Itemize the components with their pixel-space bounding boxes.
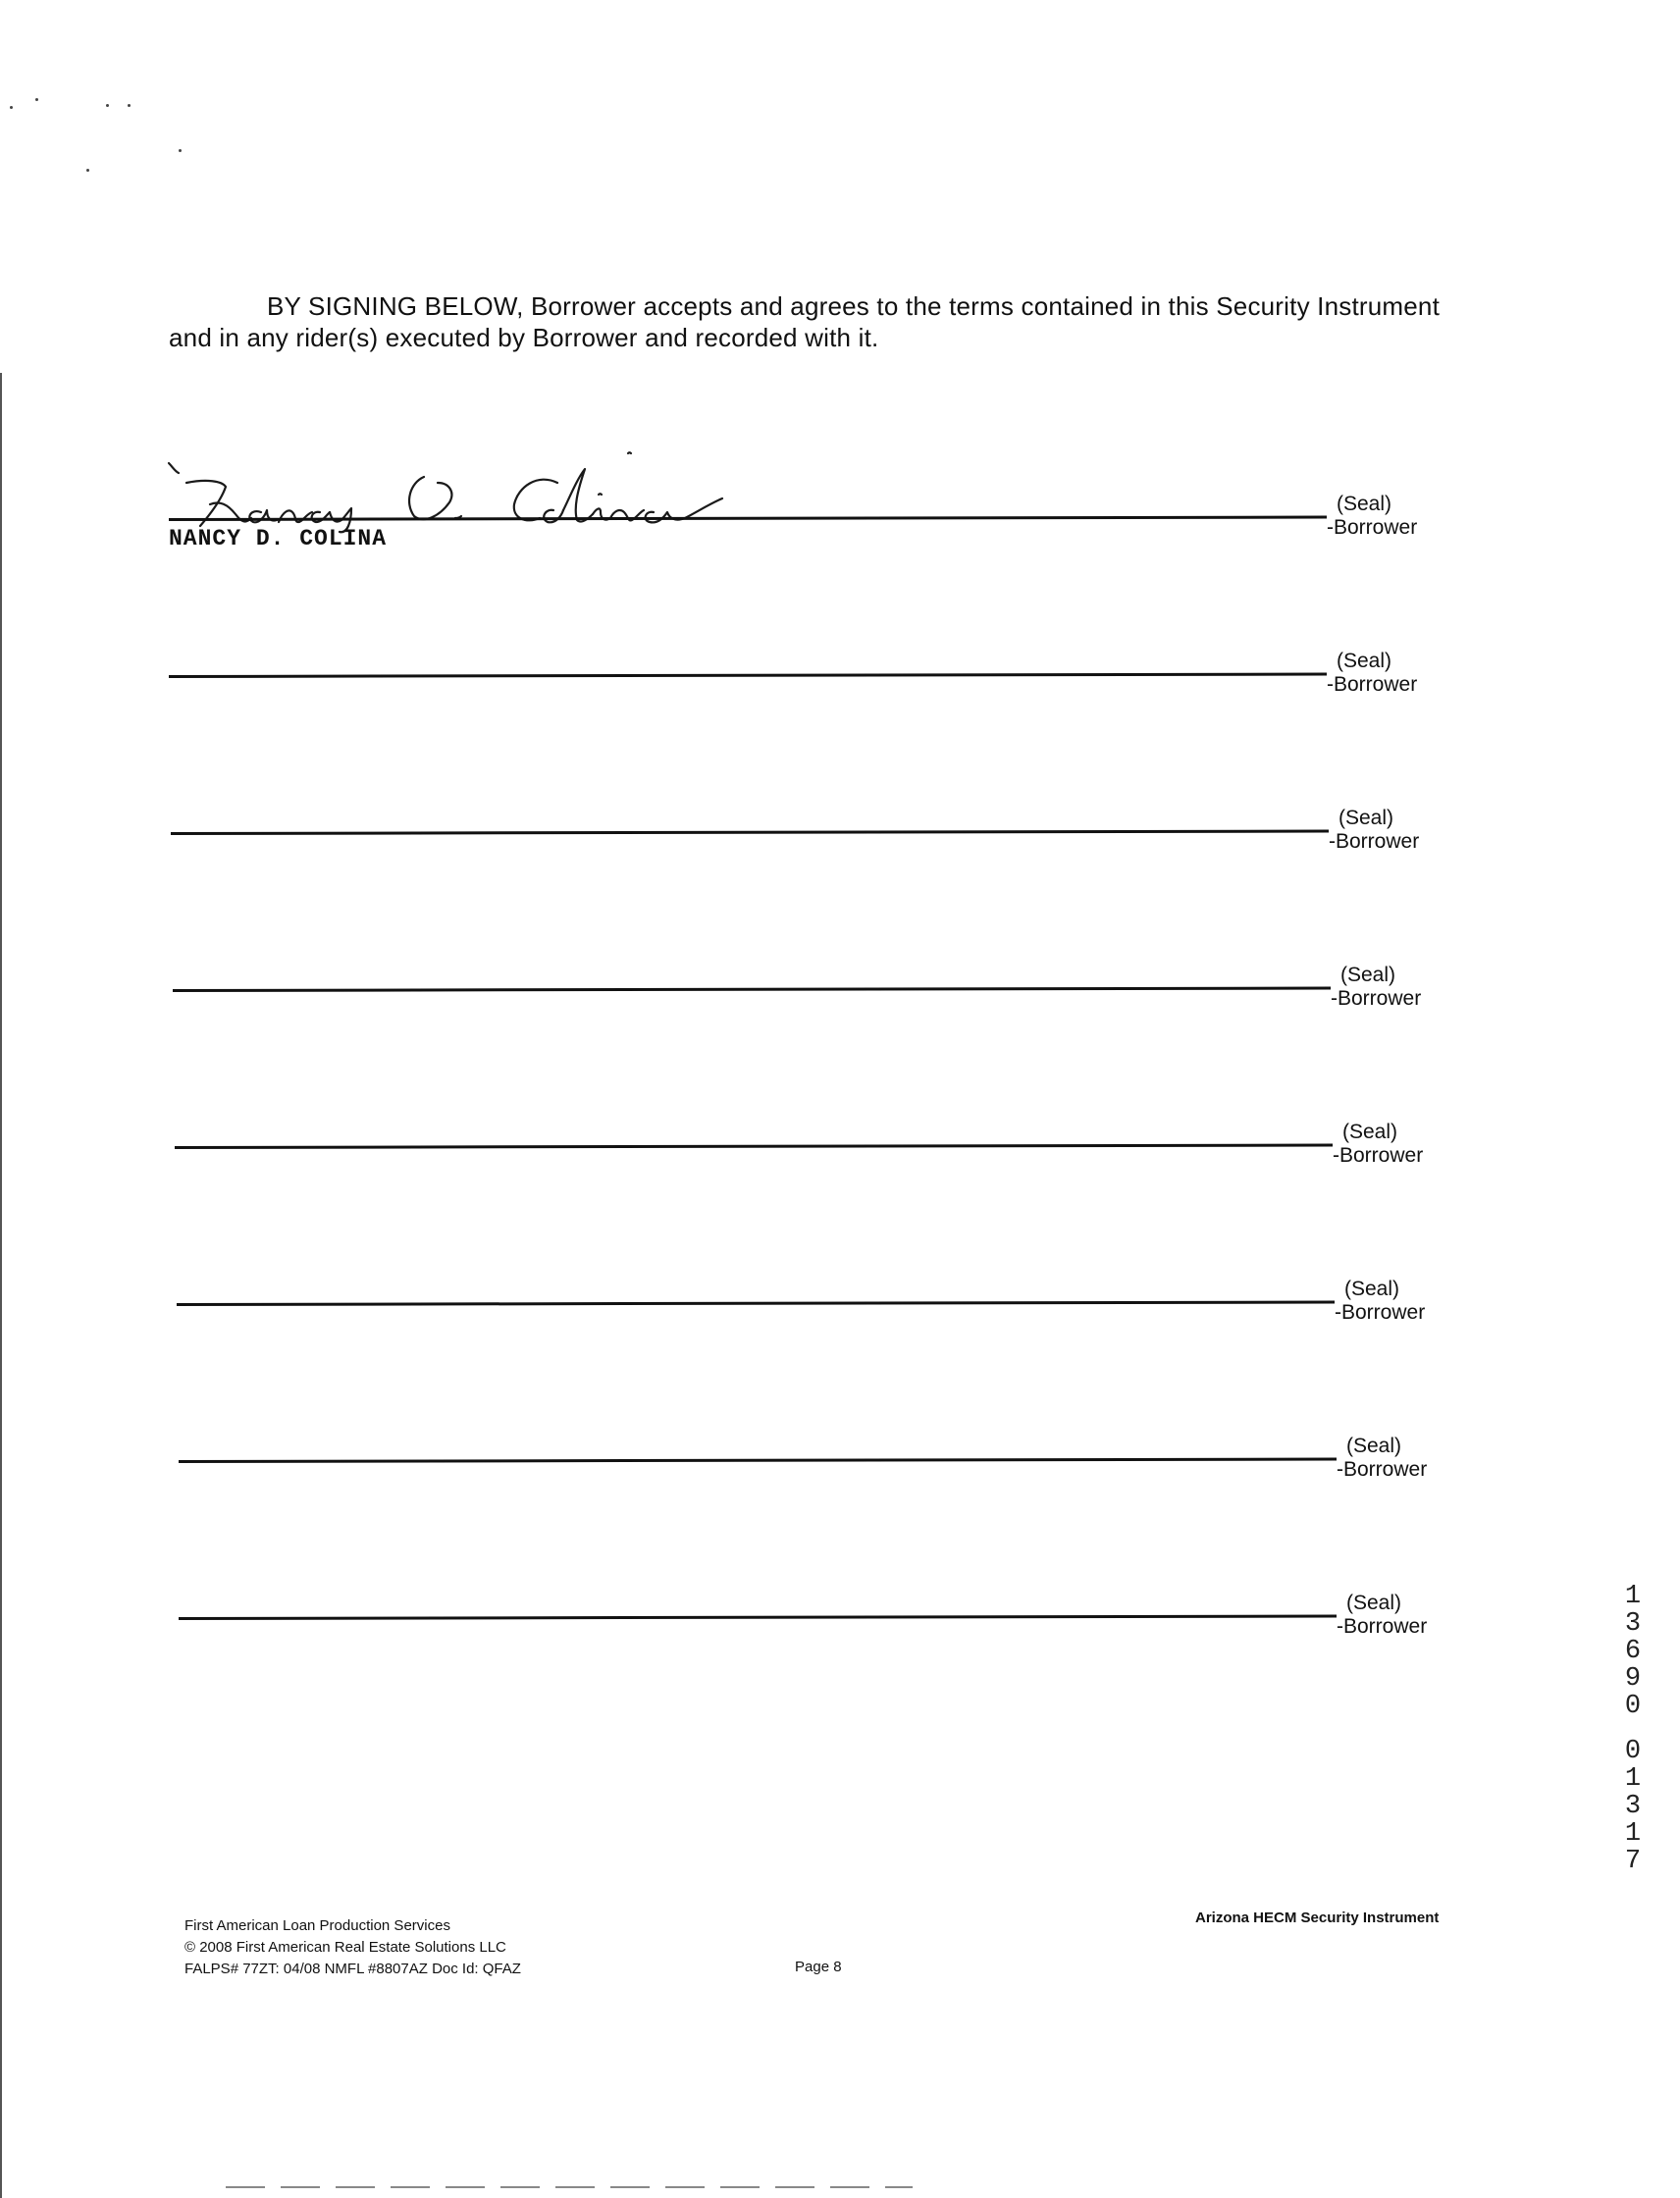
seal-label-group — [1329, 807, 1419, 854]
signature-line-6 — [177, 1278, 1472, 1336]
seal-label: (Seal) — [1337, 493, 1392, 515]
signature-line-1 — [169, 493, 1464, 551]
signature-rule — [173, 987, 1331, 992]
borrower-label: -Borrower — [1337, 1458, 1428, 1481]
seal-label-group — [1327, 650, 1417, 697]
signature-rule — [179, 1615, 1337, 1620]
seal-label: (Seal) — [1342, 1121, 1398, 1143]
signature-rule — [169, 516, 1327, 521]
seal-label-group — [1331, 964, 1421, 1011]
signature-rule — [169, 673, 1327, 678]
scan-edge — [0, 373, 2, 2198]
footer-company: First American Loan Production Services — [184, 1917, 450, 1934]
borrower-label: -Borrower — [1327, 516, 1418, 539]
seal-label-group — [1333, 1121, 1423, 1168]
document-title: Arizona HECM Security Instrument — [1195, 1910, 1440, 1926]
signature-line-8 — [179, 1592, 1474, 1650]
scan-speck — [106, 104, 109, 107]
seal-label-group — [1335, 1278, 1425, 1325]
borrower-label: -Borrower — [1333, 1144, 1424, 1167]
signature-rule — [177, 1301, 1335, 1306]
scan-speck — [128, 104, 131, 107]
signature-rule — [175, 1144, 1333, 1149]
signature-line-5 — [175, 1121, 1470, 1179]
seal-label: (Seal) — [1346, 1592, 1402, 1614]
seal-label-group — [1337, 1435, 1427, 1482]
seal-label: (Seal) — [1346, 1435, 1402, 1457]
recording-number-stamp — [1618, 1582, 1648, 1874]
scan-speck — [35, 98, 38, 101]
stamp-bottom: 01317 — [1618, 1737, 1648, 1874]
seal-label: (Seal) — [1337, 650, 1392, 672]
footer-copyright: © 2008 First American Real Estate Solutions LLC — [184, 1939, 506, 1956]
scan-speck — [10, 106, 13, 109]
borrower-label: -Borrower — [1337, 1615, 1428, 1638]
scan-speck — [179, 149, 182, 152]
seal-label-group — [1327, 493, 1417, 540]
seal-label: (Seal) — [1340, 964, 1396, 986]
scan-speck — [86, 169, 89, 172]
signature-rule — [171, 830, 1329, 835]
footer-form-id: FALPS# 77ZT: 04/08 NMFL #8807AZ Doc Id: QFAZ — [184, 1961, 521, 1977]
seal-label: (Seal) — [1339, 807, 1394, 829]
borrower-label: -Borrower — [1329, 830, 1420, 853]
page-number: Page 8 — [795, 1959, 842, 1975]
signing-statement: BY SIGNING BELOW, Borrower accepts and agrees to the terms contained in this Security Instrument and in any rider(s) executed by Borrower and recorded with it. — [169, 291, 1441, 352]
signature-line-7 — [179, 1435, 1474, 1493]
signature-line-2 — [169, 650, 1464, 708]
borrower-label: -Borrower — [1335, 1301, 1426, 1324]
seal-label: (Seal) — [1344, 1278, 1400, 1300]
footer-left — [184, 1915, 521, 1980]
signature-line-4 — [173, 964, 1468, 1022]
borrower-typed-name: NANCY D. COLINA — [169, 526, 388, 551]
signature-line-3 — [171, 807, 1466, 865]
seal-label-group — [1337, 1592, 1427, 1639]
borrower-label: -Borrower — [1327, 673, 1418, 696]
signature-rule — [179, 1458, 1337, 1463]
borrower-label: -Borrower — [1331, 987, 1422, 1010]
scan-artifact — [226, 2186, 913, 2188]
stamp-top: 13690 — [1618, 1582, 1648, 1719]
